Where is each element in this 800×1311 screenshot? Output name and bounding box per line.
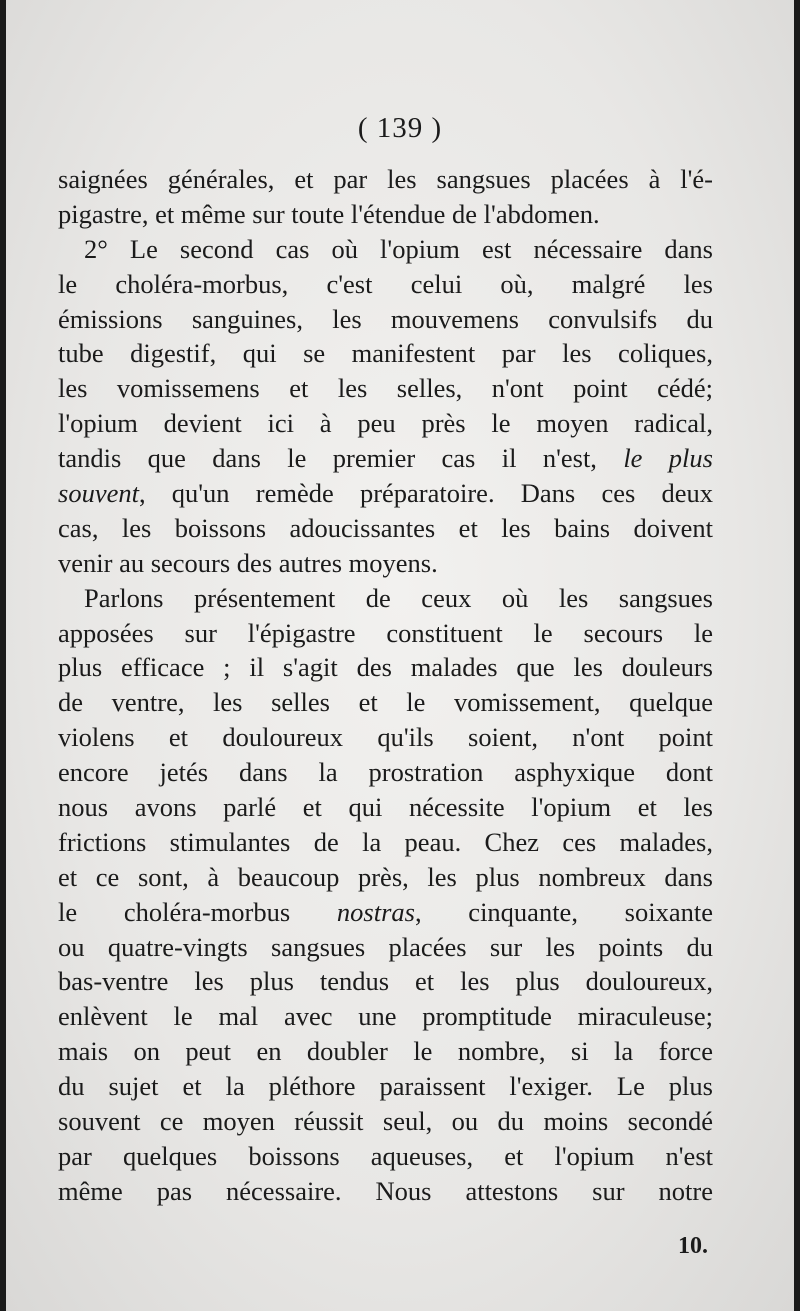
page-number: ( 139 ) bbox=[357, 112, 443, 144]
book-page bbox=[6, 0, 794, 1311]
text-line bbox=[58, 441, 713, 476]
italic-text: le plus bbox=[623, 443, 713, 474]
text-segment: le choléra-morbus bbox=[58, 896, 337, 927]
text-line: souvent ce moyen réussit seul, ou du moins secondé bbox=[58, 1106, 713, 1137]
text-line bbox=[58, 895, 713, 930]
text-line: apposées sur l'épigastre constituent le secours le bbox=[58, 617, 713, 648]
text-segment: tandis que dans le premier cas il n'est, bbox=[58, 443, 624, 474]
text-line: enlèvent le mal avec une promptitude miraculeuse; bbox=[58, 1001, 713, 1032]
text-line: ou quatre-vingts sangsues placées sur les points du bbox=[58, 931, 713, 962]
text-line: même pas nécessaire. Nous attestons sur notre bbox=[58, 1175, 713, 1206]
text-line: saignées générales, et par les sangsues placées à l'é- bbox=[58, 164, 713, 194]
text-line: Parlons présentement de ceux où les sangsues bbox=[84, 582, 713, 613]
text-line: frictions stimulantes de la peau. Chez ces malades, bbox=[58, 826, 713, 857]
text-line: et ce sont, à beaucoup près, les plus nombreux dans bbox=[58, 861, 713, 892]
text-line: mais on peut en doubler le nombre, si la force bbox=[58, 1036, 713, 1067]
text-line: émissions sanguines, les mouvemens convulsifs du bbox=[58, 303, 713, 334]
text-line: l'opium devient ici à peu près le moyen radical, bbox=[58, 408, 713, 439]
text-line: cas, les boissons adoucissantes et les bains doivent bbox=[58, 512, 713, 543]
text-line: bas-ventre les plus tendus et les plus douloureux, bbox=[58, 966, 713, 997]
italic-text: nostras bbox=[336, 896, 415, 927]
text-line: les vomissemens et les selles, n'ont point cédé; bbox=[58, 373, 713, 404]
text-line: venir au secours des autres moyens. bbox=[58, 547, 438, 578]
text-segment: , cinquante, soixante bbox=[414, 896, 713, 927]
text-line: violens et douloureux qu'ils soient, n'ont point bbox=[58, 722, 713, 753]
text-line: plus efficace ; il s'agit des malades que les douleurs bbox=[58, 652, 713, 683]
italic-text: souvent bbox=[58, 478, 139, 509]
text-line: par quelques boissons aqueuses, et l'opium n'est bbox=[58, 1140, 713, 1171]
text-line bbox=[58, 476, 713, 511]
text-line: nous avons parlé et qui nécessite l'opium et les bbox=[58, 792, 713, 823]
text-line: du sujet et la pléthore paraissent l'exiger. Le plus bbox=[58, 1071, 713, 1102]
text-line: pigastre, et même sur toute l'étendue de l'abdomen. bbox=[58, 198, 600, 229]
text-line: 2° Le second cas où l'opium est nécessaire dans bbox=[84, 233, 713, 264]
text-segment: , qu'un remède préparatoire. Dans ces deux bbox=[138, 478, 713, 509]
text-line: tube digestif, qui se manifestent par les coliques, bbox=[58, 338, 713, 369]
text-line: encore jetés dans la prostration asphyxique dont bbox=[58, 757, 713, 788]
text-line: de ventre, les selles et le vomissement, quelque bbox=[58, 687, 713, 718]
text-line: le choléra-morbus, c'est celui où, malgré les bbox=[58, 268, 713, 299]
signature-mark: 10. bbox=[678, 1233, 708, 1259]
body-text bbox=[58, 162, 713, 1209]
